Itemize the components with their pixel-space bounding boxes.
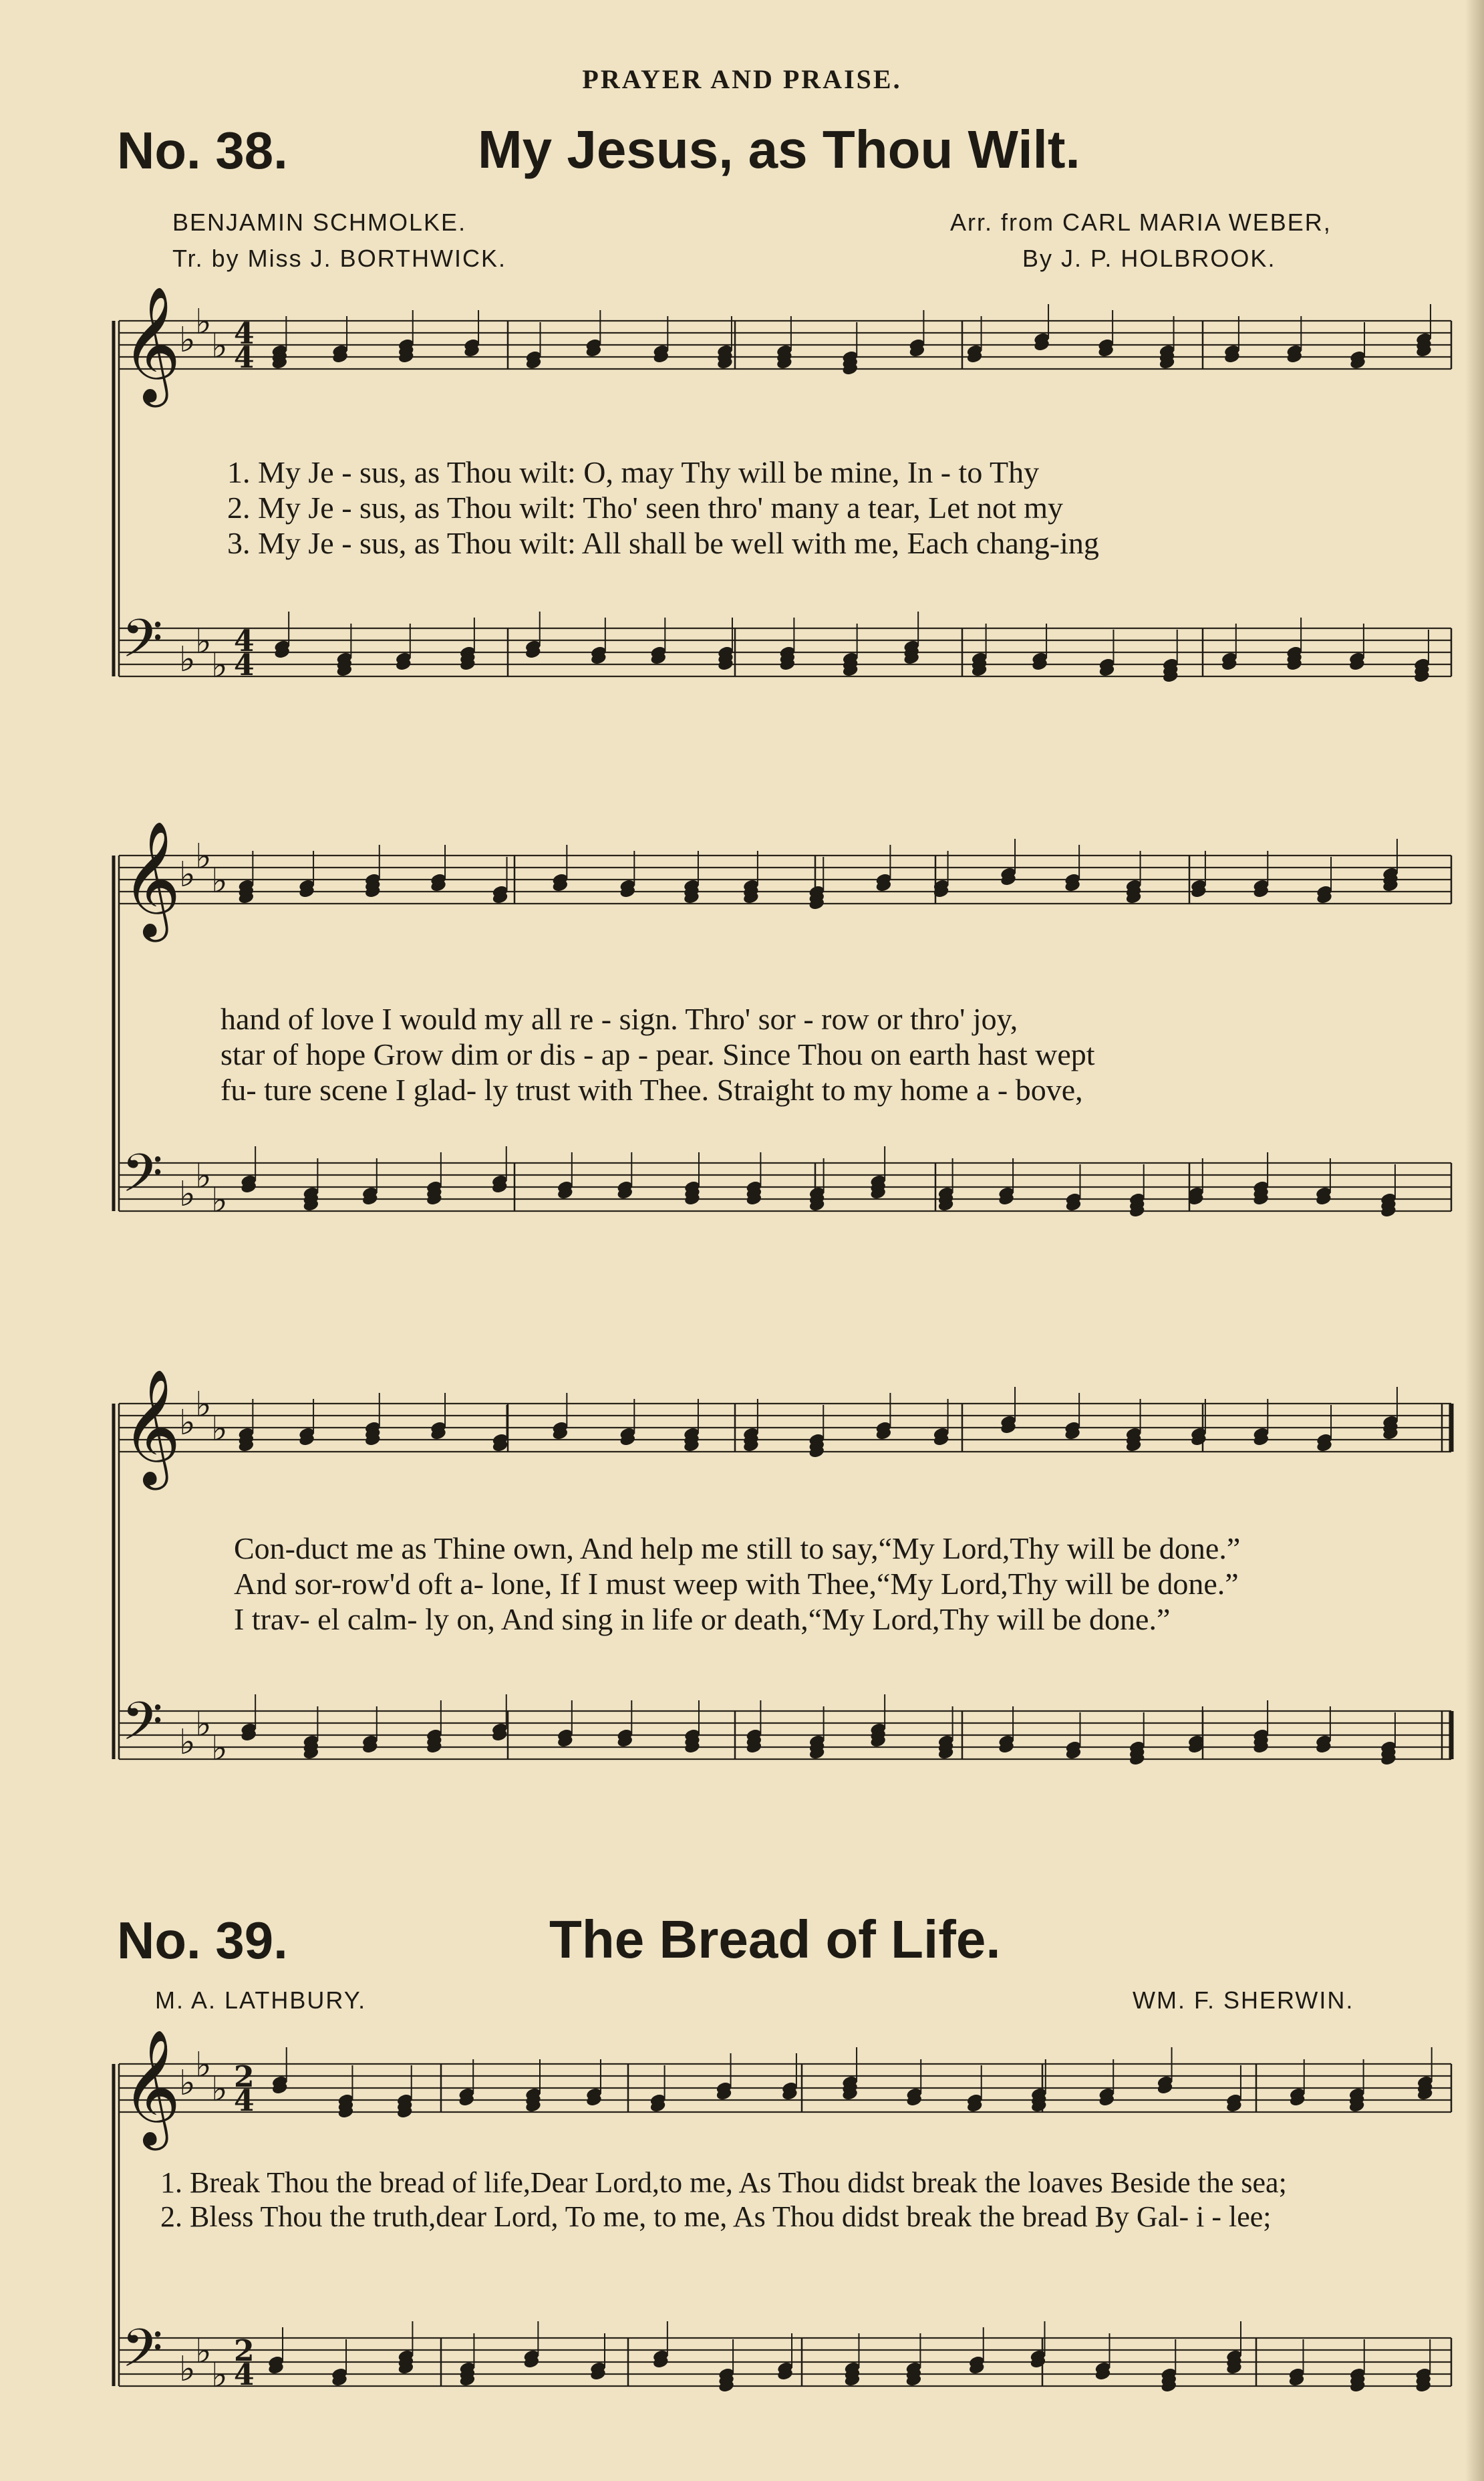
time-signature-top: 2 [234, 2060, 255, 2094]
lyric-line: And sor-row'd oft a- lone, If I must weep with Thee,“My Lord,Thy will be done.” [234, 1567, 1239, 1601]
flat-icon: ♭ [195, 1156, 212, 1196]
arranger-credit: Arr. from CARL MARIA WEBER, [950, 209, 1332, 236]
flat-icon: ♭ [195, 837, 212, 877]
flat-icon: ♭ [211, 2069, 228, 2109]
flat-icon: ♭ [211, 646, 228, 686]
lyric-line: star of hope Grow dim or dis - ap - pear. Since Thou on earth hast wept [220, 1037, 1095, 1071]
page-edge-shadow [1465, 0, 1484, 2481]
flat-icon: ♭ [211, 326, 228, 366]
treble-clef-icon: 𝄞 [122, 1369, 181, 1485]
flat-icon: ♭ [211, 1180, 228, 1220]
flat-icon: ♭ [195, 2045, 212, 2085]
flat-icon: ♭ [211, 1728, 228, 1769]
bass-clef-icon: 𝄢 [122, 1142, 163, 1217]
time-signature-top: 2 [234, 2334, 255, 2368]
flat-icon: ♭ [179, 855, 196, 895]
lyric-line: hand of love I would my all re - sign. Thro' sor - row or thro' joy, [220, 1002, 1018, 1036]
author-credit: BENJAMIN SCHMOLKE. [172, 209, 467, 236]
bass-clef-icon: 𝄢 [122, 608, 163, 682]
lyric-line: 2. My Je - sus, as Thou wilt: Tho' seen thro' many a tear, Let not my [227, 491, 1064, 525]
flat-icon: ♭ [195, 1704, 212, 1744]
lyric-block [234, 1531, 1240, 1637]
hymn-number: No. 38. [117, 121, 288, 180]
flat-icon: ♭ [195, 622, 212, 662]
time-signature-bottom: 4 [234, 648, 255, 682]
flat-icon: ♭ [195, 1385, 212, 1425]
flat-icon: ♭ [195, 2331, 212, 2371]
bass-clef-icon: 𝄢 [122, 2317, 163, 2392]
treble-staff [119, 286, 1451, 408]
bass-staff [119, 2317, 1451, 2395]
lyric-line: 1. Break Thou the bread of life,Dear Lord,to me, As Thou didst break the loaves Beside the sea; [160, 2166, 1287, 2199]
treble-staff [119, 821, 1451, 942]
music-system [0, 2029, 1484, 2481]
flat-icon: ♭ [211, 2355, 228, 2395]
flat-icon: ♭ [179, 1174, 196, 1214]
composer-credit: WM. F. SHERWIN. [1133, 1986, 1354, 2014]
hymn-title: My Jesus, as Thou Wilt. [478, 120, 1080, 179]
treble-staff [119, 2029, 1451, 2151]
time-signature-bottom: 4 [234, 2084, 255, 2118]
lyric-line: 3. My Je - sus, as Thou wilt: All shall be well with me, Each chang-ing [227, 526, 1099, 560]
flat-icon: ♭ [195, 302, 212, 342]
flat-icon: ♭ [211, 861, 228, 901]
treble-clef-icon: 𝄞 [122, 821, 181, 937]
lyric-line: 1. My Je - sus, as Thou wilt: O, may Thy will be mine, In - to Thy [227, 455, 1040, 489]
translator-credit: Tr. by Miss J. BORTHWICK. [172, 245, 507, 272]
bass-staff [119, 1690, 1451, 1769]
arranger-credit-line2: By J. P. HOLBROOK. [1022, 245, 1276, 272]
lyric-line: 2. Bless Thou the truth,dear Lord, To me, to me, As Thou didst break the bread By Gal- i - lee; [160, 2200, 1272, 2233]
time-signature-top: 4 [234, 624, 255, 658]
flat-icon: ♭ [179, 2349, 196, 2389]
flat-icon: ♭ [211, 1409, 228, 1449]
hymn-number: No. 39. [117, 1911, 288, 1970]
lyric-block [220, 1001, 1095, 1107]
flat-icon: ♭ [179, 320, 196, 360]
flat-icon: ♭ [179, 1403, 196, 1443]
time-signature-bottom: 4 [234, 2358, 255, 2392]
flat-icon: ♭ [179, 2063, 196, 2103]
lyric-line: Con-duct me as Thine own, And help me still to say,“My Lord,Thy will be done.” [234, 1531, 1241, 1565]
bass-staff [119, 1142, 1451, 1220]
bass-clef-icon: 𝄢 [122, 1690, 163, 1765]
treble-clef-icon: 𝄞 [122, 286, 181, 402]
flat-icon: ♭ [179, 640, 196, 680]
time-signature-top: 4 [234, 317, 255, 351]
bass-staff [119, 608, 1451, 686]
lyric-block [227, 454, 1099, 561]
lyric-block [160, 2166, 1287, 2234]
treble-staff [119, 1369, 1451, 1490]
lyric-line: I trav- el calm- ly on, And sing in life or death,“My Lord,Thy will be done.” [234, 1602, 1171, 1636]
treble-clef-icon: 𝄞 [122, 2029, 181, 2145]
lyric-line: fu- ture scene I glad- ly trust with Thee. Straight to my home a - bove, [220, 1073, 1083, 1107]
flat-icon: ♭ [179, 1722, 196, 1762]
time-signature-bottom: 4 [234, 341, 255, 375]
hymn-title: The Bread of Life. [549, 1910, 1001, 1969]
author-credit: M. A. LATHBURY. [155, 1986, 367, 2014]
running-head: PRAYER AND PRAISE. [582, 64, 902, 94]
